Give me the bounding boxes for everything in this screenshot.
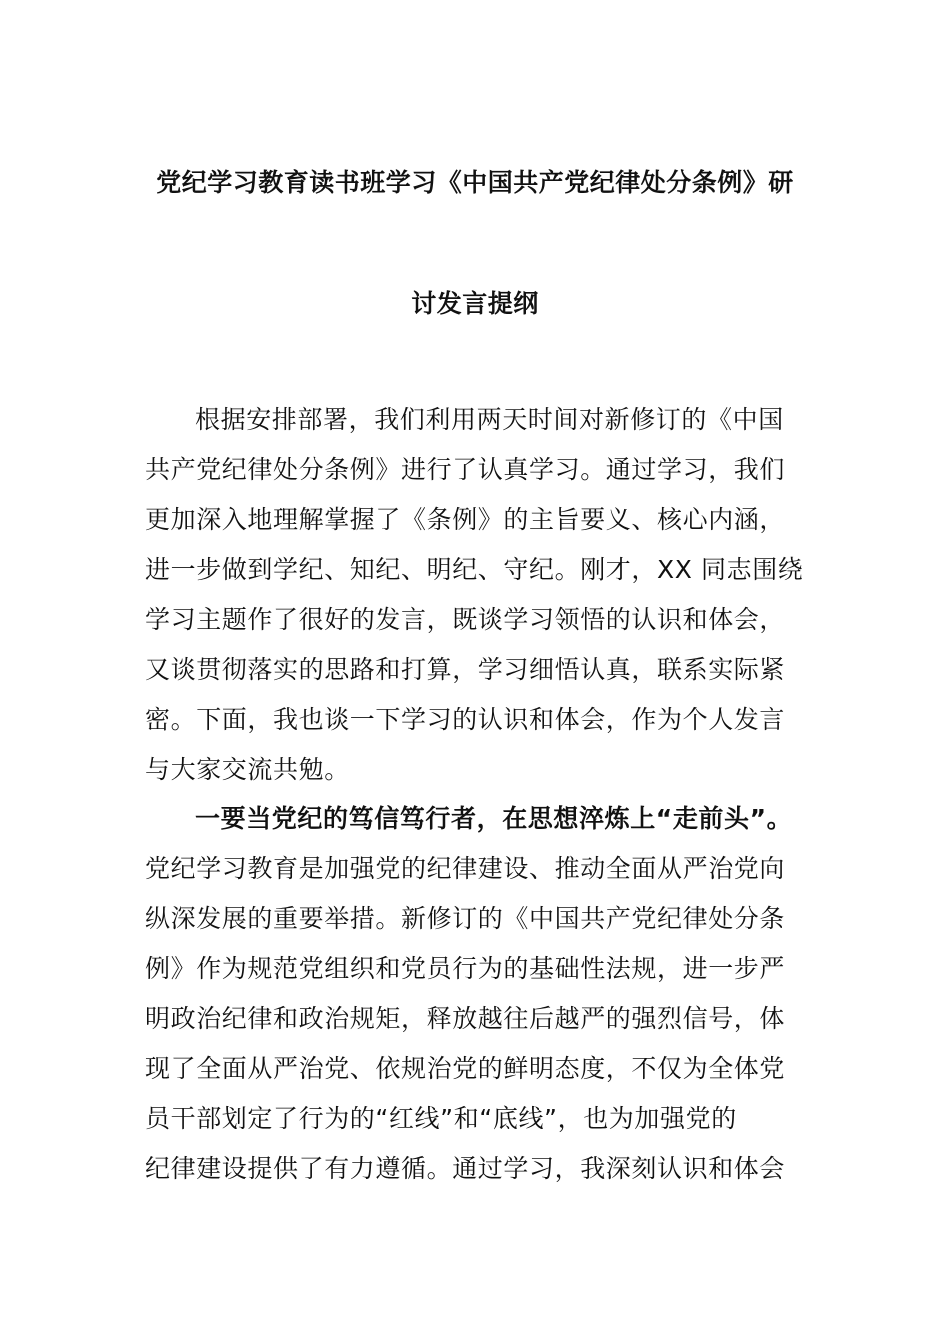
paragraph-1-line-3: 更加深入地理解掌握了《条例》的主旨要义、核心内涵， xyxy=(145,505,786,534)
paragraph-1-line-5: 学习主题作了很好的发言，既谈学习领悟的认识和体会， xyxy=(145,605,786,634)
paragraph-1-line-7: 密。下面，我也谈一下学习的认识和体会，作为个人发言 xyxy=(145,705,786,734)
document-title-line-2: 讨发言提纲 xyxy=(411,289,539,318)
paragraph-1-line-4: 进一步做到学纪、知纪、明纪、守纪。刚才，XX 同志围绕 xyxy=(145,555,804,584)
document-title-line-1: 党纪学习教育读书班学习《中国共产党纪律处分条例》研 xyxy=(156,168,794,197)
paragraph-1-line-2: 共产党纪律处分条例》进行了认真学习。通过学习，我们 xyxy=(145,455,786,484)
section-heading-1: 一要当党纪的笃信笃行者，在思想淬炼上“走前头”。 xyxy=(195,804,793,833)
paragraph-2-line-4: 明政治纪律和政治规矩，释放越往后越严的强烈信号，体 xyxy=(145,1004,786,1033)
paragraph-2-line-1: 党纪学习教育是加强党的纪律建设、推动全面从严治党向 xyxy=(145,854,786,883)
paragraph-2-line-5: 现了全面从严治党、依规治党的鲜明态度，不仅为全体党 xyxy=(145,1054,786,1083)
paragraph-2-line-7: 纪律建设提供了有力遵循。通过学习，我深刻认识和体会 xyxy=(145,1154,786,1183)
paragraph-2-line-2: 纵深发展的重要举措。新修订的《中国共产党纪律处分条 xyxy=(145,904,786,933)
paragraph-1-line-1: 根据安排部署，我们利用两天时间对新修订的《中国 xyxy=(195,405,784,434)
paragraph-2-line-6: 员干部划定了行为的“红线”和“底线”，也为加强党的 xyxy=(145,1104,737,1133)
paragraph-2-line-3: 例》作为规范党组织和党员行为的基础性法规，进一步严 xyxy=(145,954,786,983)
paragraph-1-line-8: 与大家交流共勉。 xyxy=(145,755,350,784)
paragraph-1-line-6: 又谈贯彻落实的思路和打算，学习细悟认真，联系实际紧 xyxy=(145,655,786,684)
